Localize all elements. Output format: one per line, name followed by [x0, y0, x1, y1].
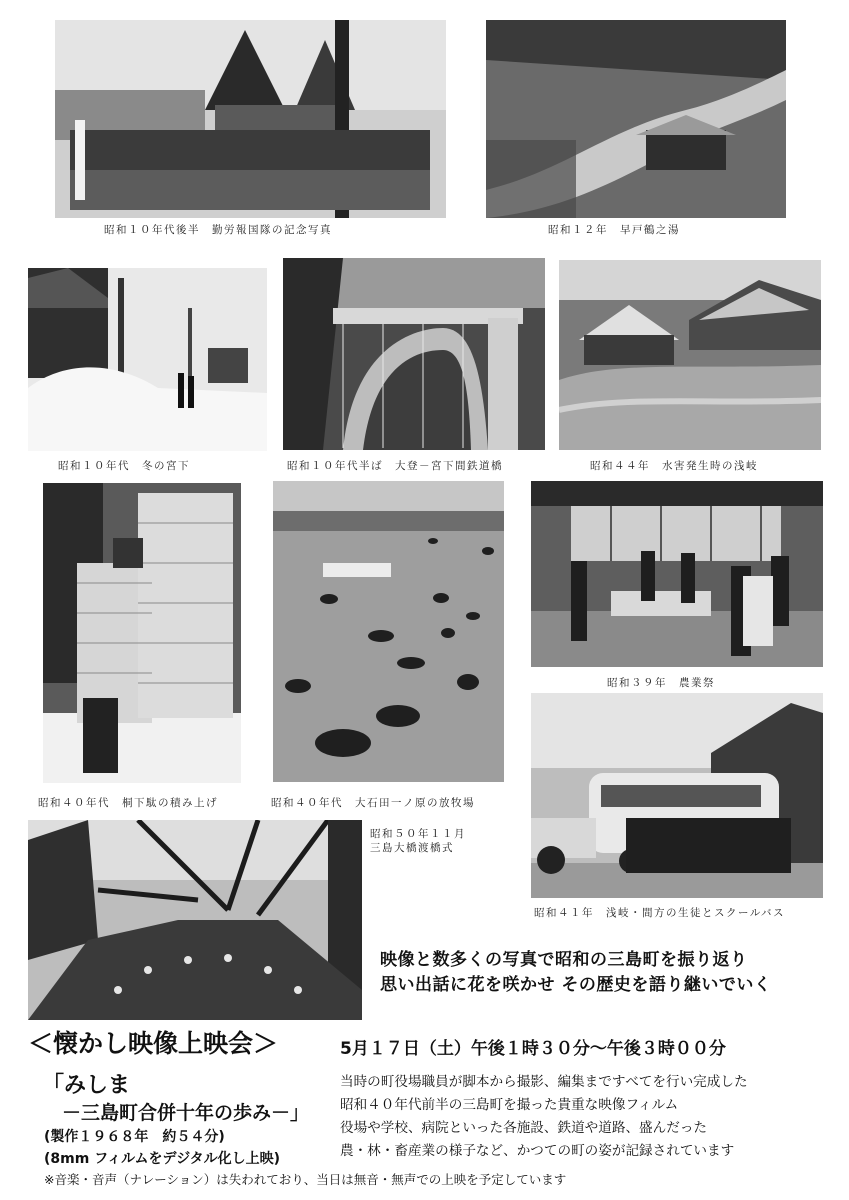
caption-mishima-bridge-1: 昭和５０年１１月 — [370, 828, 466, 840]
caption-miyashita: 昭和１０年代 冬の宮下 — [58, 460, 190, 472]
caption-kinro: 昭和１０年代後半 勤労報国隊の記念写真 — [104, 224, 332, 236]
photo-mishima-bridge — [28, 820, 362, 1020]
caption-school-bus: 昭和４１年 浅岐・間方の生徒とスクールバス — [534, 907, 786, 919]
film-production: (製作１９６８年 約５４分) — [44, 1129, 225, 1145]
description-line-2: 昭和４０年代前半の三島町を撮った貴重な映像フィルム — [340, 1097, 679, 1113]
caption-railway-bridge: 昭和１０年代半ば 大登－宮下間鉄道橋 — [287, 460, 503, 472]
description-line-3: 役場や学校、病院といった各施設、鉄道や道路、盛んだった — [340, 1120, 708, 1136]
caption-agri-festival: 昭和３９年 農業祭 — [607, 677, 715, 689]
photo-miyashita-winter — [28, 268, 267, 451]
film-title: 「みしま — [42, 1073, 131, 1098]
photo-pasture — [273, 481, 504, 782]
photo-hayatozu — [486, 20, 786, 218]
film-format: (8mm フィルムをデジタル化し上映) — [44, 1151, 281, 1167]
photo-school-bus — [531, 693, 823, 898]
description-line-4: 農・林・畜産業の様子など、かつての町の姿が記録されています — [340, 1143, 735, 1159]
tagline-line-1: 映像と数多くの写真で昭和の三島町を振り返り — [380, 950, 748, 970]
film-subtitle: －三島町合併十年の歩み－」 — [62, 1102, 310, 1124]
photo-agri-festival — [531, 481, 823, 667]
photo-kinro-group — [55, 20, 446, 218]
photo-railway-bridge — [283, 258, 545, 450]
caption-hayatozu: 昭和１２年 早戸鶴之湯 — [548, 224, 680, 236]
photo-flood-asamata — [559, 260, 821, 450]
caption-flood: 昭和４４年 水害発生時の浅岐 — [590, 460, 758, 472]
description-line-1: 当時の町役場職員が脚本から撮影、編集まですべてを行い完成した — [340, 1074, 748, 1090]
caption-mishima-bridge-2: 三島大橋渡橋式 — [370, 842, 454, 854]
footnote: ※音楽・音声（ナレーション）は失われており、当日は無音・無声での上映を予定しています — [44, 1172, 567, 1187]
event-datetime: 5月１７日（土）午後１時３０分～午後３時００分 — [340, 1039, 726, 1059]
event-title: ＜懐かし映像上映会＞ — [28, 1029, 279, 1058]
photo-kiri-geta — [43, 483, 241, 783]
caption-kiri-geta: 昭和４０年代 桐下駄の積み上げ — [38, 797, 218, 809]
tagline-line-2: 思い出話に花を咲かせ その歴史を語り継いでいく — [380, 975, 772, 995]
caption-pasture: 昭和４０年代 大石田一ノ原の放牧場 — [271, 797, 475, 809]
